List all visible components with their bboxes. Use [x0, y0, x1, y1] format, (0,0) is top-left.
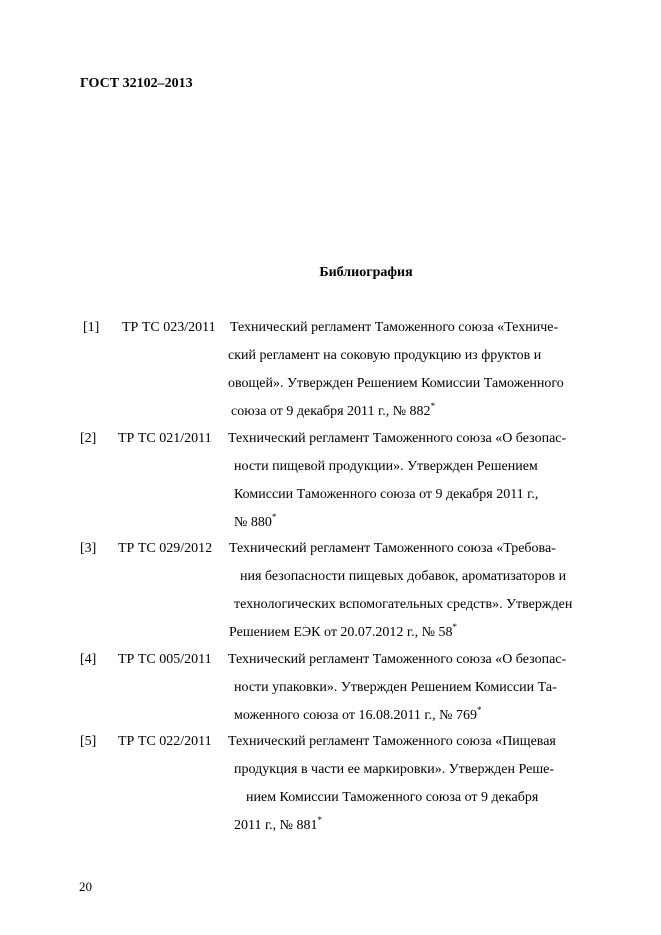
footnote-mark: * — [476, 705, 482, 715]
entry-line: технологических вспомогательных средств». Утвержден — [234, 597, 573, 612]
footnote-mark: * — [430, 401, 436, 411]
entry-number: [1] — [83, 320, 100, 335]
document-header: ГОСТ 32102–2013 — [80, 76, 193, 91]
entry-line: союза от 9 декабря 2011 г., № 882* — [231, 401, 436, 419]
entry-line: Технический регламент Таможенного союза «Техниче- — [230, 320, 559, 335]
entry-line: продукция в части ее маркировки». Утвержден Реше- — [234, 762, 554, 777]
entry-line: Технический регламент Таможенного союза «О безопас- — [228, 431, 567, 446]
entry-code: ТР ТС 023/2011 — [122, 320, 216, 335]
entry-line: ский регламент на соковую продукцию из фруктов и — [228, 348, 542, 363]
entry-line: Технический регламент Таможенного союза «О безопас- — [228, 652, 567, 667]
entry-number: [3] — [80, 541, 97, 556]
entry-number: [5] — [80, 734, 97, 749]
entry-line: ности пищевой продукции». Утвержден Решением — [234, 459, 538, 474]
entry-line: Технический регламент Таможенного союза «Пищевая — [228, 734, 556, 749]
entry-number: [2] — [80, 431, 97, 446]
entry-line: Решением ЕЭК от 20.07.2012 г., № 58* — [229, 622, 457, 640]
entry-code: ТР ТС 022/2011 — [118, 734, 212, 749]
footnote-mark: * — [317, 815, 323, 825]
entry-number: [4] — [80, 652, 97, 667]
bibliography-title: Библиография — [319, 265, 413, 280]
entry-code: ТР ТС 005/2011 — [118, 652, 212, 667]
entry-line: 2011 г., № 881* — [234, 815, 323, 833]
entry-code: ТР ТС 021/2011 — [118, 431, 212, 446]
entry-line: нием Комиссии Таможенного союза от 9 декабря — [246, 790, 539, 805]
page-number: 20 — [79, 879, 92, 894]
entry-line: Комиссии Таможенного союза от 9 декабря 2011 г., — [234, 487, 539, 502]
footnote-mark: * — [452, 622, 457, 632]
entry-line: моженного союза от 16.08.2011 г., № 769* — [234, 705, 482, 723]
entry-line: ния безопасности пищевых добавок, ароматизаторов и — [240, 569, 567, 584]
entry-line: овощей». Утвержден Решением Комиссии Таможенного — [228, 376, 564, 391]
entry-line: № 880* — [234, 512, 277, 530]
footnote-mark: * — [271, 512, 277, 522]
entry-line: Технический регламент Таможенного союза «Требова- — [229, 541, 556, 556]
entry-line: ности упаковки». Утвержден Решением Комиссии Та- — [234, 680, 557, 695]
entry-code: ТР ТС 029/2012 — [118, 541, 213, 556]
